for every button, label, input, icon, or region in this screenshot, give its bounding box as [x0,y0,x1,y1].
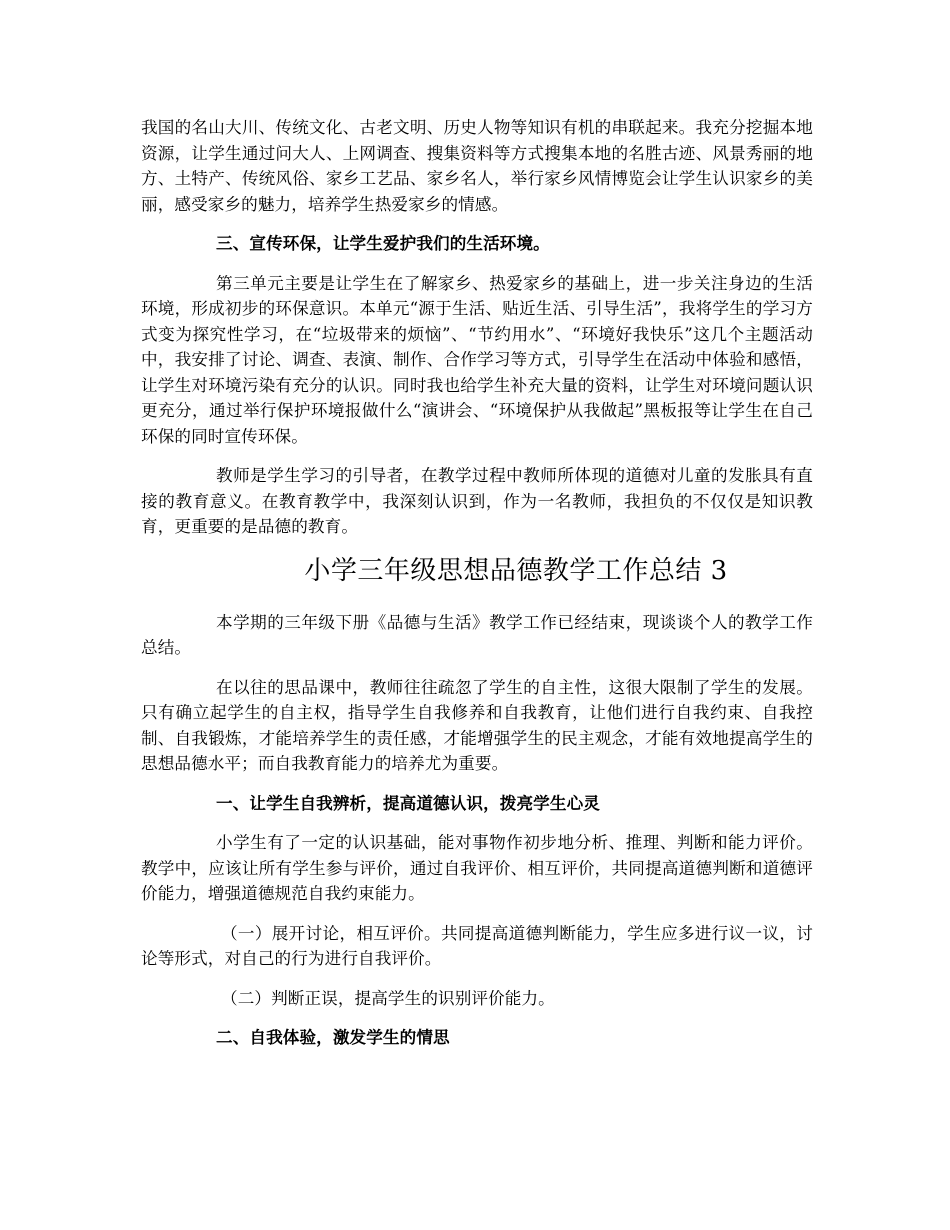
paragraph-sub-1: （一）展开讨论，相互评价。共同提高道德判断能力，学生应多进行议一议，讨论等形式，对自己的行为进行自我评价。 [141,923,813,968]
section-heading-2: 二、自我体验，激发学生的情思 [216,1027,450,1047]
paragraph-cognitive-base: 小学生有了一定的认识基础，能对事物作初步地分析、推理、判断和能力评价。教学中，应该让所有学生参与评价，通过自我评价、相互评价，共同提高道德判断和道德评价能力，增强道德规范自我约束能力。 [141,833,813,903]
section-heading-1: 一、让学生自我辨析，提高道德认识，拨亮学生心灵 [216,792,600,813]
paragraph-unit-three: 第三单元主要是让学生在了解家乡、热爱家乡的基础上，进一步关注身边的生活环境，形成初步的环保意识。本单元“源于生活、贴近生活、引导生活”，我将学生的学习方式变为探究性学习，在“垃圾带来的烦恼”、“节约用水”、“环境好我快乐”这几个主题活动中，我安排了讨论、调查、表演、制作、合作学习等方式，引导学生在活动中体验和感悟，让学生对环境污染有充分的认识。同时我也给学生补充大量的资料，让学生对环境问题认识更充分，通过举行保护环境报做什么“演讲会、“环境保护从我做起”黑板报等让学生在自己环保的同时宣传环保。 [141,273,813,446]
paragraph-teacher-role: 教师是学生学习的引导者，在教学过程中教师所体现的道德对儿童的发胀具有直接的教育意义。在教育教学中，我深刻认识到，作为一名教师，我担负的不仅仅是知识教育，更重要的是品德的教育。 [141,466,813,536]
section-heading-3: 三、宣传环保，让学生爱护我们的生活环境。 [216,233,550,253]
paragraph-past-lessons: 在以往的思品课中，教师往往疏忽了学生的自主性，这很大限制了学生的发展。只有确立起学生的自主权，指导学生自我修养和自我教育，让他们进行自我约束、自我控制、自我锻炼，才能培养学生的责任感，才能增强学生的民主观念，才能有效地提高学生的思想品德水平；而自我教育能力的培养尤为重要。 [141,677,813,773]
paragraph-intro: 本学期的三年级下册《品德与生活》教学工作已经结束，现谈谈个人的教学工作总结。 [141,612,813,657]
paragraph-sub-2: （二）判断正误，提高学生的识别评价能力。 [221,988,555,1008]
document-title: 小学三年级思想品德教学工作总结 3 [304,555,728,586]
paragraph-continuation: 我国的名山大川、传统文化、古老文明、历史人物等知识有机的串联起来。我充分挖掘本地资源，让学生通过问大人、上网调查、搜集资料等方式搜集本地的名胜古迹、风景秀丽的地方、土特产、传统风俗、家乡工艺品、家乡名人，举行家乡风情博览会让学生认识家乡的美丽，感受家乡的魅力，培养学生热爱家乡的情感。 [141,118,813,214]
document-page [141,115,813,1065]
